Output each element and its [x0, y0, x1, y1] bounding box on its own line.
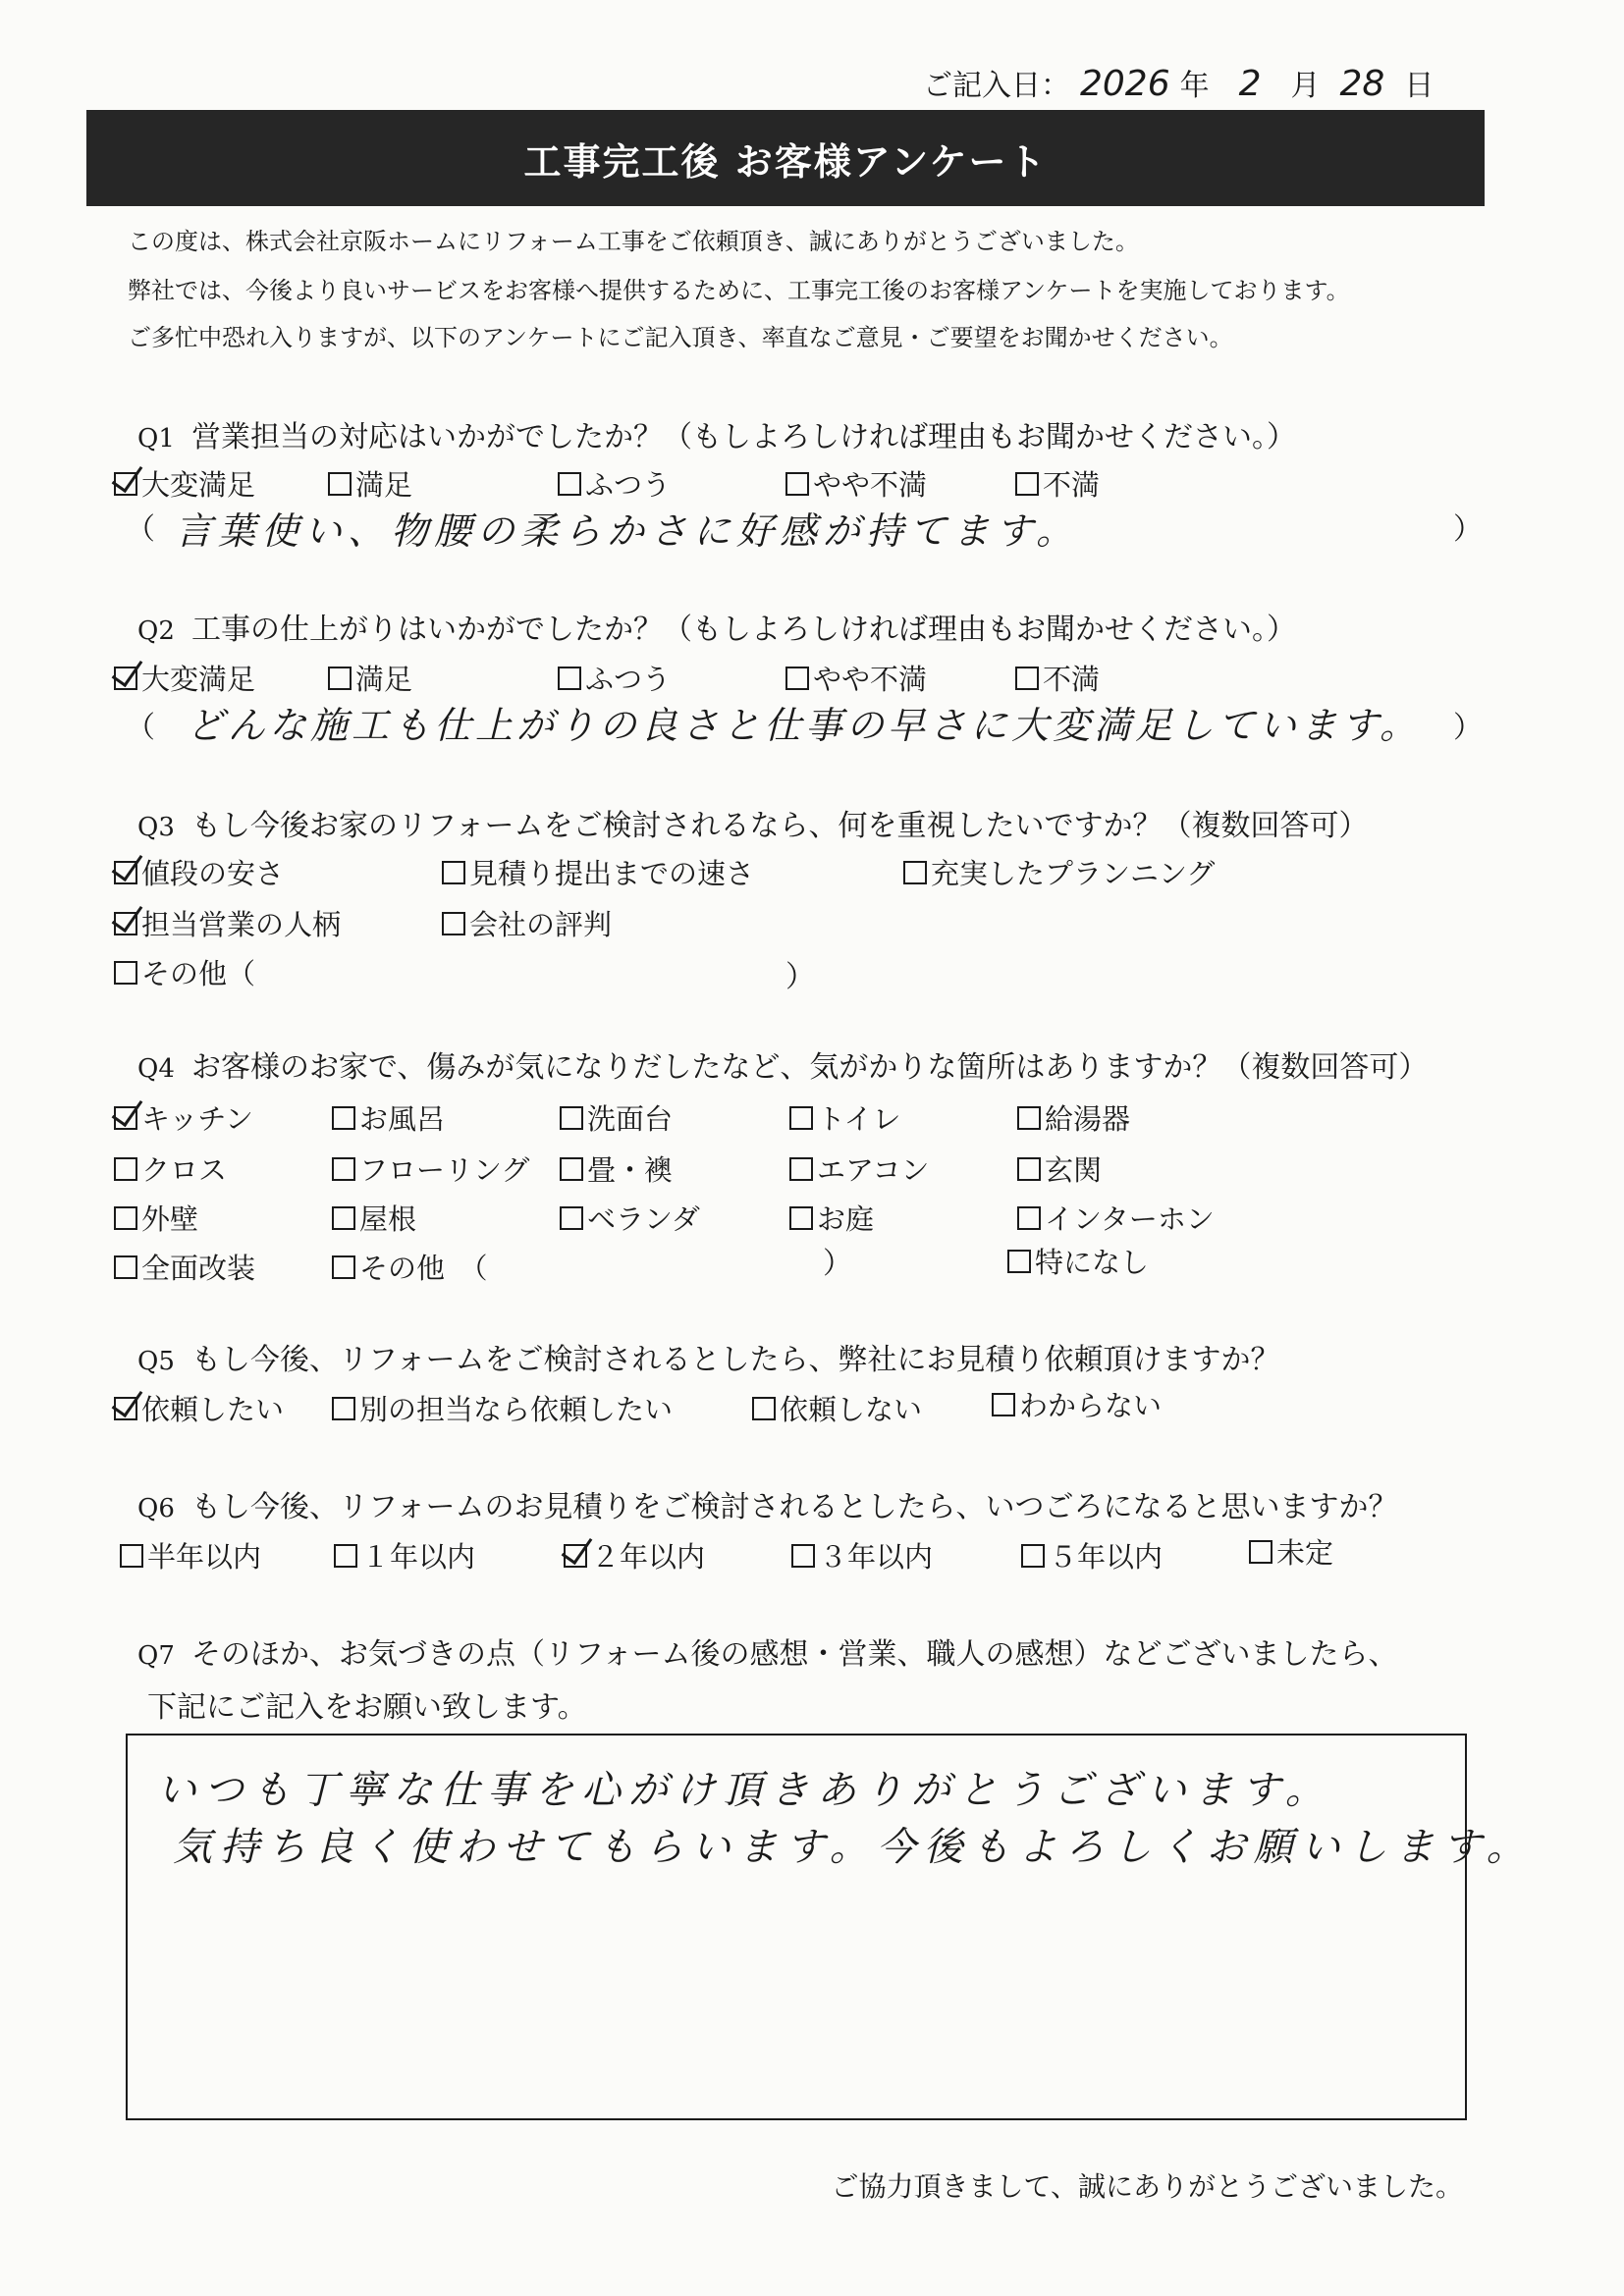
option-label: その他（: [141, 957, 256, 990]
checkbox[interactable]: [334, 1544, 357, 1568]
q5-option-2[interactable]: [332, 1388, 673, 1428]
checkbox[interactable]: [1015, 472, 1039, 496]
option-label: 半年以内: [147, 1540, 262, 1574]
option-label: クロス: [141, 1153, 228, 1187]
q2-question: [137, 605, 1296, 648]
date-day-unit: 日: [1404, 69, 1435, 103]
option-label: 外壁: [141, 1202, 199, 1236]
checkbox[interactable]: [114, 1206, 137, 1230]
option-label: 屋根: [359, 1202, 417, 1236]
option-label: 満足: [355, 663, 413, 696]
option-label: 担当営業の人柄: [141, 908, 342, 941]
q3-option-5[interactable]: [442, 903, 612, 943]
checkbox[interactable]: [332, 1106, 355, 1130]
option-label: 会社の評判: [469, 908, 613, 941]
q5-number: Q5: [137, 1347, 175, 1376]
checkbox[interactable]: [789, 1206, 813, 1230]
option-label: フローリング: [359, 1153, 530, 1187]
q4-option-8[interactable]: [560, 1148, 673, 1189]
option-label: 別の担当なら依頼したい: [359, 1393, 674, 1426]
checkbox[interactable]: [328, 667, 352, 690]
date-year: 2026: [1080, 64, 1170, 104]
q4-option-5[interactable]: [1017, 1097, 1130, 1138]
q3-option-2[interactable]: [442, 852, 754, 892]
date-year-unit: 年: [1179, 69, 1210, 103]
option-label: キッチン: [141, 1102, 253, 1136]
checkbox[interactable]: [789, 1157, 813, 1181]
q4-option-7[interactable]: [332, 1148, 529, 1189]
option-label: エアコン: [817, 1153, 930, 1187]
q2-option-3[interactable]: [558, 658, 671, 698]
checkbox[interactable]: [1249, 1540, 1272, 1564]
checkbox[interactable]: [332, 1255, 355, 1279]
checkbox[interactable]: [752, 1397, 776, 1420]
option-label: お庭: [817, 1202, 875, 1236]
q2-reason-close-paren: ）: [1453, 711, 1483, 745]
q1-text: 営業担当の対応はいかがでしたか？（もしよろしければ理由もお聞かせください。）: [191, 420, 1296, 454]
date-month: 2: [1238, 64, 1262, 104]
q6-number: Q6: [137, 1494, 175, 1523]
q2-reason-open-paren: （: [126, 711, 155, 745]
q5-question: [137, 1335, 1280, 1378]
q1-number: Q1: [137, 424, 175, 454]
checkbox[interactable]: [791, 1544, 815, 1568]
checkbox[interactable]: [992, 1393, 1015, 1416]
checkbox[interactable]: [785, 667, 809, 690]
option-label: 畳・襖: [587, 1153, 674, 1187]
q4-option-4[interactable]: [789, 1097, 901, 1138]
intro-line-2: 弊社では、今後より良いサービスをお客様へ提供するために、工事完工後のお客様アンケートを実施しております。: [128, 277, 1350, 304]
option-label: 不満: [1043, 468, 1101, 502]
checkbox[interactable]: [560, 1206, 583, 1230]
option-label: ふつう: [585, 663, 672, 696]
q5-text: もし今後、リフォームをご検討されるとしたら、弊社にお見積り依頼頂けますか？: [191, 1343, 1280, 1377]
date-label: ご記入日：: [923, 69, 1070, 103]
q3-text: もし今後お家のリフォームをご検討されるなら、何を重視したいですか？（複数回答可）: [191, 809, 1369, 843]
q5-option-1[interactable]: [114, 1388, 284, 1428]
q3-number: Q3: [137, 813, 175, 842]
date-month-unit: 月: [1290, 69, 1321, 103]
q1-reason-open-paren: （: [126, 512, 155, 547]
option-label: 値段の安さ: [141, 857, 285, 890]
q4-text: お客様のお家で、傷みが気になりだしたなど、気がかりな箇所はありますか？（複数回答可）: [191, 1050, 1429, 1085]
option-label: 洗面台: [587, 1102, 674, 1136]
checkbox[interactable]: [332, 1397, 355, 1420]
q6-option-4[interactable]: [791, 1535, 933, 1575]
option-label: 給湯器: [1045, 1102, 1131, 1136]
q4-question: [137, 1042, 1428, 1086]
q4-option-none[interactable]: [1007, 1241, 1149, 1281]
option-label: １年以内: [361, 1540, 476, 1574]
q4-number: Q4: [137, 1054, 175, 1084]
q4-option-3[interactable]: [560, 1097, 673, 1138]
footer-thanks: ご協力頂きまして、誠にありがとうございました。: [831, 2170, 1463, 2203]
checkbox[interactable]: [114, 1255, 137, 1279]
option-label: インターホン: [1045, 1202, 1215, 1236]
q6-text: もし今後、リフォームのお見積りをご検討されるとしたら、いつごろになると思いますか？: [191, 1490, 1398, 1524]
date-day: 28: [1339, 64, 1385, 104]
checkbox[interactable]: [332, 1206, 355, 1230]
option-label: お風呂: [359, 1102, 446, 1136]
option-label: 不満: [1043, 663, 1101, 696]
checkbox-checked[interactable]: [114, 472, 137, 496]
checkbox[interactable]: [120, 1544, 143, 1568]
q3-other-close-paren: ）: [785, 960, 815, 994]
option-label: ２年以内: [591, 1540, 706, 1574]
q5-option-3[interactable]: [752, 1388, 922, 1428]
q6-question: [137, 1482, 1398, 1525]
option-label: 満足: [355, 468, 413, 502]
option-label: 全面改装: [141, 1252, 256, 1285]
q6-option-6[interactable]: [1249, 1531, 1333, 1572]
option-label: トイレ: [817, 1102, 901, 1136]
checkbox[interactable]: [789, 1106, 813, 1130]
checkbox[interactable]: [1021, 1544, 1045, 1568]
q4-option-11[interactable]: [114, 1198, 198, 1238]
checkbox-checked[interactable]: [114, 861, 137, 884]
q3-option-4[interactable]: [114, 903, 341, 943]
q6-option-1[interactable]: [120, 1535, 261, 1575]
q1-option-3[interactable]: [558, 463, 671, 504]
option-label: その他 （: [359, 1252, 488, 1285]
checkbox-checked[interactable]: [114, 1106, 137, 1130]
q2-option-2[interactable]: [328, 658, 412, 698]
checkbox[interactable]: [903, 861, 927, 884]
q4-option-13[interactable]: [560, 1198, 700, 1238]
checkbox[interactable]: [560, 1157, 583, 1181]
q7-question: [137, 1629, 1398, 1673]
q2-number: Q2: [137, 616, 175, 646]
q7-number: Q7: [137, 1641, 175, 1671]
comment-line-1: いつも丁寧な仕事を心がけ頂きありがとうございます。: [157, 1768, 1332, 1813]
q1-reason: 言葉使い、物腰の柔らかさに好感が持てます。: [175, 509, 1079, 553]
option-label: 依頼したい: [141, 1393, 285, 1426]
option-label: 未定: [1276, 1536, 1334, 1570]
option-label: 大変満足: [141, 663, 256, 696]
q7-text-2: 下記にご記入をお願い致します。: [147, 1690, 587, 1725]
q5-option-4[interactable]: [992, 1384, 1162, 1424]
checkbox-checked[interactable]: [564, 1544, 587, 1568]
q6-option-2[interactable]: [334, 1535, 475, 1575]
q4-option-15[interactable]: [1017, 1198, 1215, 1238]
q2-reason: どんな施工も仕上がりの良さと仕事の早さに大変満足しています。: [187, 704, 1421, 747]
q6-option-3[interactable]: [564, 1535, 705, 1575]
checkbox[interactable]: [785, 472, 809, 496]
q1-option-2[interactable]: [328, 463, 412, 504]
checkbox[interactable]: [442, 861, 465, 884]
q1-option-1[interactable]: [114, 463, 255, 504]
checkbox[interactable]: [114, 1157, 137, 1181]
checkbox-checked[interactable]: [114, 667, 137, 690]
checkbox[interactable]: [114, 961, 137, 985]
q2-option-4[interactable]: [785, 658, 927, 698]
option-label: やや不満: [813, 468, 928, 502]
option-label: ５年以内: [1049, 1540, 1164, 1574]
q4-option-12[interactable]: [332, 1198, 416, 1238]
checkbox[interactable]: [1017, 1106, 1041, 1130]
q2-text: 工事の仕上がりはいかがでしたか？（もしよろしければ理由もお聞かせください。）: [191, 613, 1296, 647]
option-label: 充実したプランニング: [931, 857, 1216, 890]
q3-option-other[interactable]: [114, 952, 255, 992]
page-title: 工事完工後 お客様アンケート: [523, 139, 1048, 184]
intro-line-1: この度は、株式会社京阪ホームにリフォーム工事をご依頼頂き、誠にありがとうございました。: [128, 228, 1139, 255]
q2-option-1[interactable]: [114, 658, 255, 698]
checkbox-checked[interactable]: [114, 912, 137, 935]
q4-option-other[interactable]: [332, 1247, 488, 1287]
option-label: 特になし: [1035, 1246, 1150, 1279]
option-label: やや不満: [813, 663, 928, 696]
option-label: 依頼しない: [780, 1393, 923, 1426]
q4-option-16[interactable]: [114, 1247, 255, 1287]
q4-option-2[interactable]: [332, 1097, 445, 1138]
option-label: 玄関: [1045, 1153, 1103, 1187]
q1-question: [137, 412, 1296, 455]
q1-option-4[interactable]: [785, 463, 927, 504]
checkbox-checked[interactable]: [114, 1397, 137, 1420]
checkbox[interactable]: [1015, 667, 1039, 690]
intro-line-3: ご多忙中恐れ入りますが、以下のアンケートにご記入頂き、率直なご意見・ご要望をお聞かせください。: [128, 324, 1233, 351]
option-label: ふつう: [585, 468, 672, 502]
q4-option-6[interactable]: [114, 1148, 227, 1189]
q3-option-1[interactable]: [114, 852, 284, 892]
q4-option-1[interactable]: [114, 1097, 253, 1138]
comment-line-2: 気持ち良く使わせてもらいます。今後もよろしくお願いします。: [173, 1825, 1534, 1870]
option-label: 見積り提出までの速さ: [469, 857, 755, 890]
q4-other-close-paren: ）: [823, 1247, 852, 1281]
q1-option-5[interactable]: [1015, 463, 1100, 504]
q4-option-9[interactable]: [789, 1148, 930, 1189]
checkbox[interactable]: [332, 1157, 355, 1181]
q3-question: [137, 801, 1369, 844]
checkbox[interactable]: [558, 472, 581, 496]
q4-option-10[interactable]: [1017, 1148, 1102, 1189]
q2-option-5[interactable]: [1015, 658, 1100, 698]
checkbox[interactable]: [1017, 1206, 1041, 1230]
option-label: わからない: [1019, 1389, 1163, 1422]
checkbox[interactable]: [560, 1106, 583, 1130]
checkbox[interactable]: [328, 472, 352, 496]
date-row: [923, 61, 1434, 104]
q6-option-5[interactable]: [1021, 1535, 1163, 1575]
title-bar: [86, 110, 1485, 206]
q7-text-1: そのほか、お気づきの点（リフォーム後の感想・営業、職人の感想）などございましたら、: [191, 1637, 1398, 1672]
option-label: ベランダ: [587, 1202, 700, 1236]
option-label: ３年以内: [819, 1540, 934, 1574]
checkbox[interactable]: [1007, 1250, 1031, 1273]
q3-option-3[interactable]: [903, 852, 1215, 892]
checkbox[interactable]: [1017, 1157, 1041, 1181]
option-label: 大変満足: [141, 468, 256, 502]
checkbox[interactable]: [442, 912, 465, 935]
q1-reason-close-paren: ）: [1453, 512, 1483, 547]
checkbox[interactable]: [558, 667, 581, 690]
q4-option-14[interactable]: [789, 1198, 874, 1238]
